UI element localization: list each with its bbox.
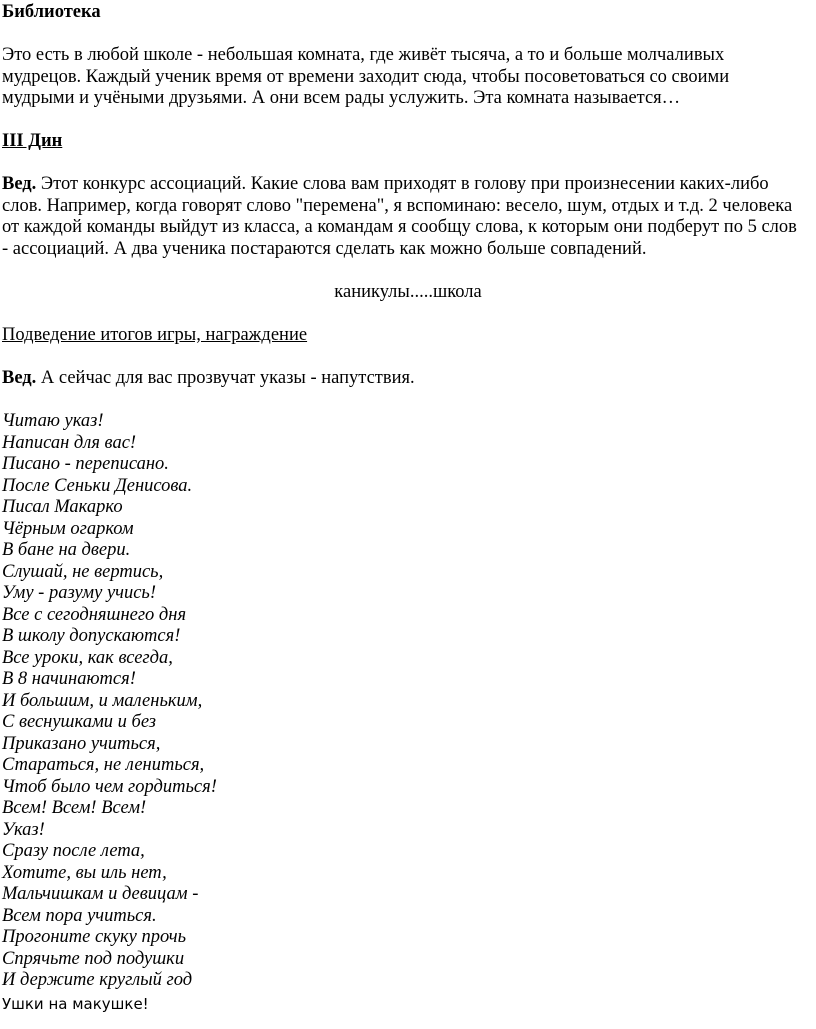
poem-line: Уму - разуму учись!: [2, 583, 157, 603]
poem-line: С веснушками и без: [2, 712, 157, 732]
poem-line: Писал Макарко: [2, 497, 123, 517]
library-paragraph-line: мудрецов. Каждый ученик время от времени заходит сюда, чтобы посоветоваться со своими: [2, 67, 730, 87]
poem-line: Чтоб было чем гордиться!: [2, 777, 217, 797]
poem-line: В 8 начинаются!: [2, 669, 136, 689]
poem-line: В бане на двери.: [2, 540, 131, 560]
poem-line: И большим, и маленьким,: [2, 691, 203, 711]
results-intro-text: А сейчас для вас прозвучат указы - напутствия.: [36, 368, 415, 388]
association-words: каникулы.....школа: [334, 282, 482, 302]
din-paragraph-line: - ассоциаций. А два ученика постараются сделать как можно больше совпадений.: [2, 239, 647, 259]
din-paragraph-text: Этот конкурс ассоциаций. Какие слова вам приходят в голову при произнесении каких-либо: [36, 174, 769, 194]
din-paragraph-line: слов. Например, когда говорят слово "перемена", я вспоминаю: весело, шум, отдых и т.д. 2 человека: [2, 196, 793, 216]
section-title-library: Библиотека: [2, 2, 101, 22]
poem-last-line: Ушки на макушке!: [2, 995, 149, 1013]
poem-line: В школу допускаются!: [2, 626, 181, 646]
din-paragraph-line: от каждой команды выйдут из класса, а командам я сообщу слова, к которым они подберут по 5 слов: [2, 217, 797, 237]
section-title-results: Подведение итогов игры, награждение: [2, 325, 308, 345]
din-paragraph-line: [2, 174, 769, 196]
library-paragraph-line: Это есть в любой школе - небольшая комната, где живёт тысяча, а то и больше молчаливых: [2, 45, 725, 65]
results-intro-line: [2, 368, 415, 390]
poem-line: Всем! Всем! Всем!: [2, 798, 147, 818]
poem-line: Все уроки, как всегда,: [2, 648, 173, 668]
poem-line: Всем пора учиться.: [2, 906, 157, 926]
poem-line: Сразу после лета,: [2, 841, 145, 861]
poem-line: Стараться, не лениться,: [2, 755, 205, 775]
speaker-label: Вед.: [2, 368, 37, 388]
poem-line: Хотите, вы иль нет,: [2, 863, 167, 883]
poem-line: Приказано учиться,: [2, 734, 161, 754]
poem-line: Писано - переписано.: [2, 454, 169, 474]
poem-line: Чёрным огарком: [2, 519, 134, 539]
poem-line: Мальчишкам и девицам -: [2, 884, 199, 904]
poem-line: И держите круглый год: [2, 970, 193, 990]
poem-line: Прогоните скуку прочь: [2, 927, 187, 947]
poem-line: Слушай, не вертись,: [2, 562, 164, 582]
poem-line: Читаю указ!: [2, 411, 104, 431]
poem-line: Все с сегодняшнего дня: [2, 605, 187, 625]
library-paragraph-line: мудрыми и учёными друзьями. А они всем рады услужить. Эта комната называется…: [2, 88, 681, 108]
section-title-din: III Дин: [2, 131, 63, 151]
speaker-label: Вед.: [2, 174, 37, 194]
poem-line: Написан для вас!: [2, 433, 137, 453]
poem-line: Указ!: [2, 820, 45, 840]
poem-line: Спрячьте под подушки: [2, 949, 185, 969]
poem-line: После Сеньки Денисова.: [2, 476, 193, 496]
